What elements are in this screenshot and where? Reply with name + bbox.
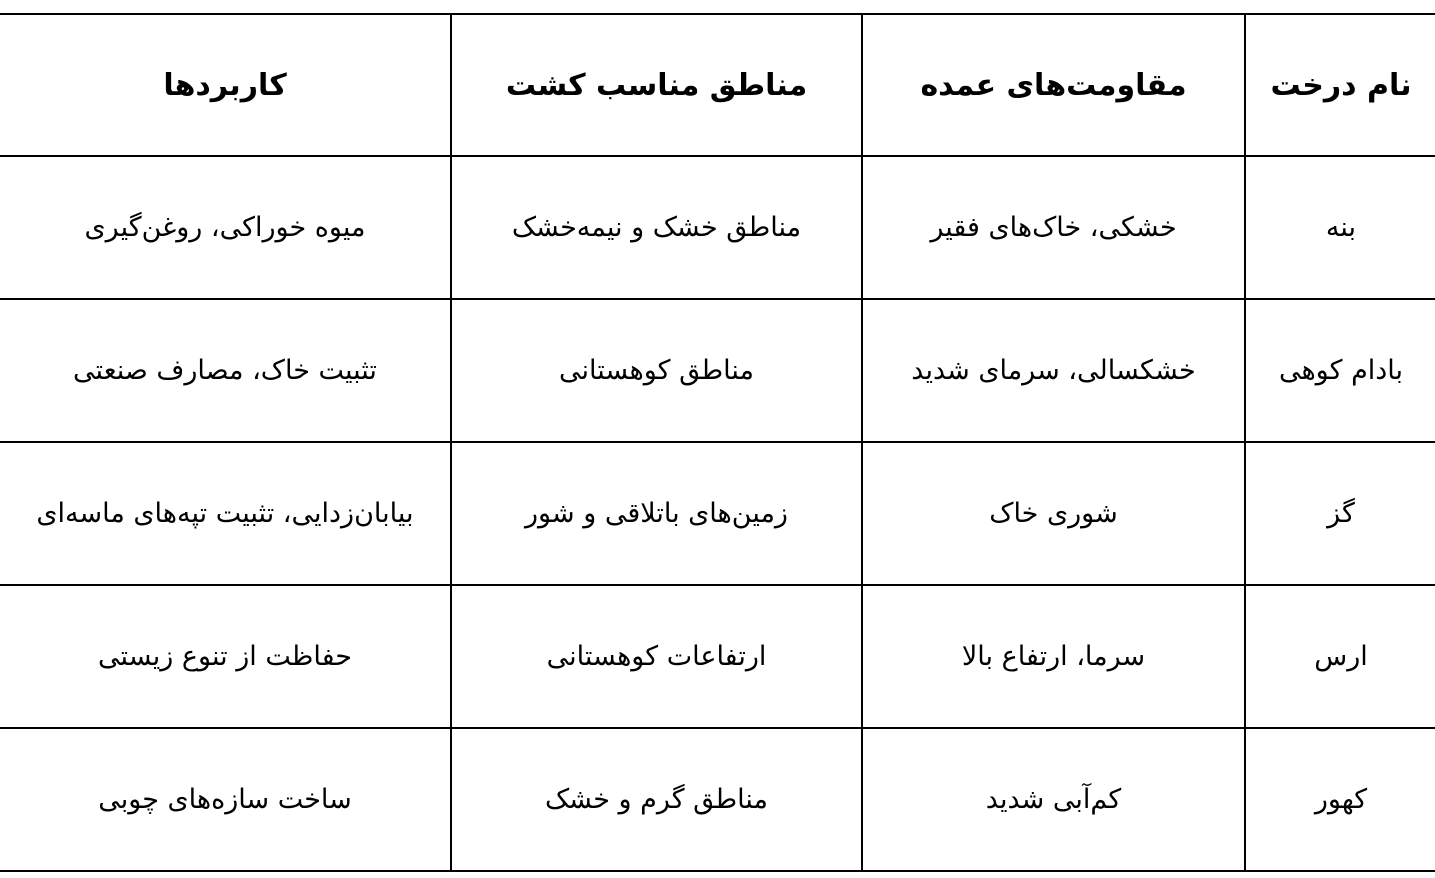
cell-uses: حفاظت از تنوع زیستی <box>0 585 451 728</box>
cell-resistance: سرما، ارتفاع بالا <box>862 585 1245 728</box>
cell-regions: ارتفاعات کوهستانی <box>451 585 862 728</box>
cell-tree-name: گز <box>1245 442 1435 585</box>
cell-resistance: شوری خاک <box>862 442 1245 585</box>
cell-uses: ساخت سازه‌های چوبی <box>0 728 451 871</box>
cell-tree-name: بادام کوهی <box>1245 299 1435 442</box>
table-row <box>0 585 1435 728</box>
table-row <box>0 442 1435 585</box>
table-row <box>0 156 1435 299</box>
header-regions: مناطق مناسب کشت <box>451 14 862 156</box>
cell-uses: بیابان‌زدایی، تثبیت تپه‌های ماسه‌ای <box>0 442 451 585</box>
cell-tree-name: بنه <box>1245 156 1435 299</box>
cell-resistance: کم‌آبی شدید <box>862 728 1245 871</box>
table-header-row <box>0 14 1435 156</box>
trees-table <box>0 13 1435 872</box>
cell-resistance: خشکی، خاک‌های فقیر <box>862 156 1245 299</box>
header-tree-name: نام درخت <box>1245 14 1435 156</box>
cell-resistance: خشکسالی، سرمای شدید <box>862 299 1245 442</box>
cell-uses: میوه خوراکی، روغن‌گیری <box>0 156 451 299</box>
table-row <box>0 299 1435 442</box>
cell-tree-name: ارس <box>1245 585 1435 728</box>
header-resistance: مقاومت‌های عمده <box>862 14 1245 156</box>
cell-regions: مناطق خشک و نیمه‌خشک <box>451 156 862 299</box>
header-uses: کاربردها <box>0 14 451 156</box>
cell-uses: تثبیت خاک، مصارف صنعتی <box>0 299 451 442</box>
cell-regions: زمین‌های باتلاقی و شور <box>451 442 862 585</box>
cell-regions: مناطق گرم و خشک <box>451 728 862 871</box>
cell-regions: مناطق کوهستانی <box>451 299 862 442</box>
table-row <box>0 728 1435 871</box>
cell-tree-name: کهور <box>1245 728 1435 871</box>
